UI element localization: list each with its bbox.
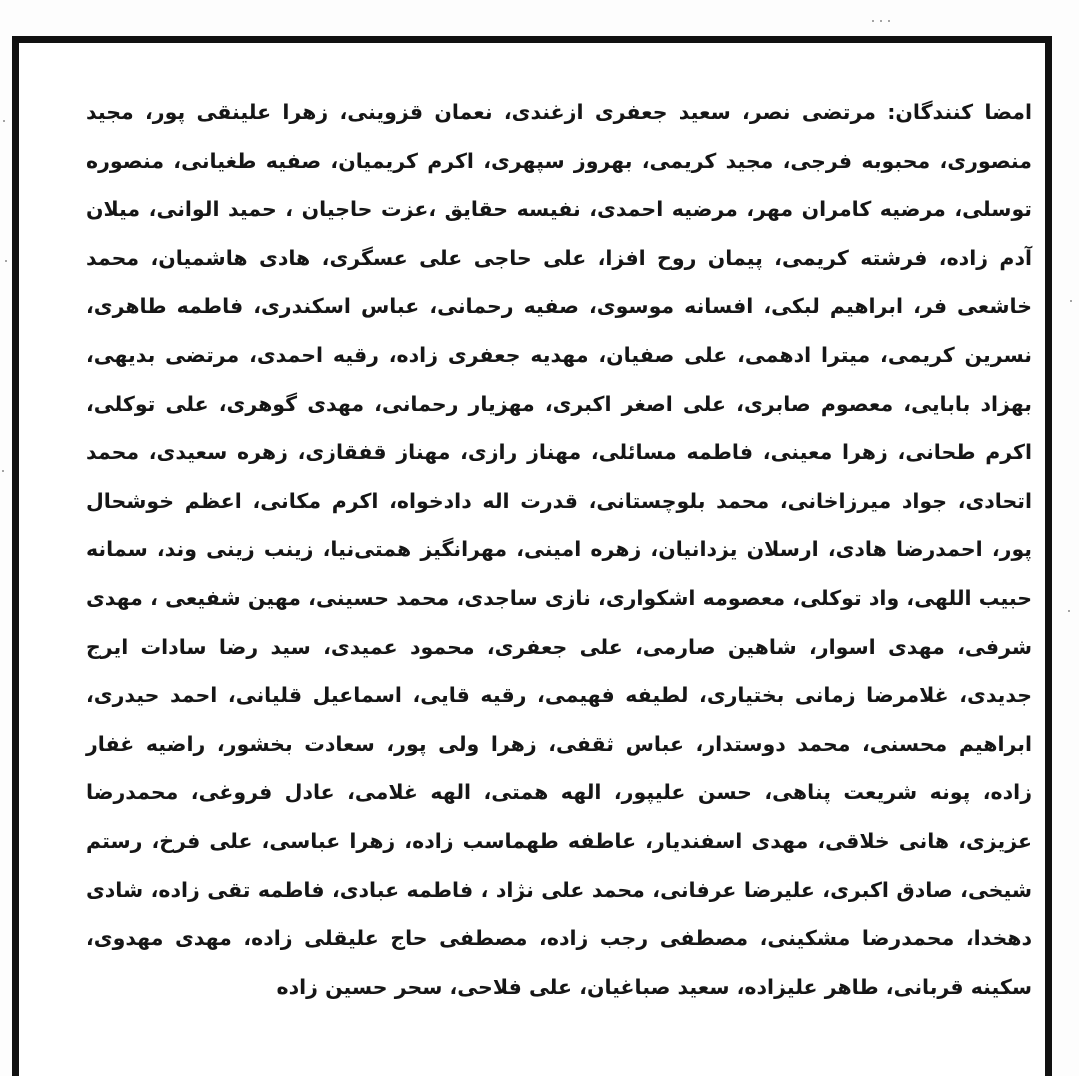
scan-speck (3, 120, 5, 122)
scan-speck (880, 20, 882, 22)
signers-paragraph: امضا کنندگان: مرتضی نصر، سعید جعفری ازغندی، نعمان قزوینی، زهرا علینقی پور، مجید منصوری، محبوبه فرجی، مجید کریمی، بهروز سپهری، اکرم کریمیان، صفیه طغیانی، منصوره توسلی، مرضیه کامران مهر، مرضیه احمدی، نفیسه حقایق ،عزت حاجیان ، حمید الوانی، میلان آدم زاده، فرشته کریمی، پیمان روح افزا، علی حاجی علی عسگری، هادی هاشمیان، محمد خاشعی فر، ابراهیم لبکی، افسانه موسوی، صفیه رحمانی، عباس اسکندری، فاطمه طاهری، نسرین کریمی، میترا ادهمی، علی صفیان، مهدیه جعفری زاده، رقیه احمدی، مرتضی بدیهی، بهزاد بابایی، معصوم صابری، علی اصغر اکبری، مهزیار رحمانی، مهدی گوهری، علی توکلی، اکرم طحانی، زهرا معینی، فاطمه مسائلی، مهناز رازی، مهناز قفقازی، زهره سعیدی، محمد اتحادی، جواد میرزاخانی، محمد بلوچستانی، قدرت اله دادخواه، اکرم مکانی، اعظم خوشحال پور، احمدرضا هادی، ارسلان یزدانیان، زهره امینی، مهرانگیز همتی‌نیا، زینب زینی وند، سمانه حبیب اللهی، واد توکلی، معصومه اشکواری، نازی ساجدی، محمد حسینی، مهین شفیعی ، مهدی شرفی، مهدی اسوار، شاهین صارمی، علی جعفری، محمود عمیدی، سید رضا سادات ایرج جدیدی، غلامرضا زمانی بختیاری، لطیفه فهیمی، رقیه قایی، اسماعیل قلیانی، احمد حیدری، ابراهیم محسنی، محمد دوستدار، عباس ثقفی، زهرا ولی پور، سعادت بخشور، راضیه غفار زاده، پونه شریعت پناهی، حسن علیپور، الهه همتی، الهه غلامی، عادل فروغی، محمدرضا عزیزی، هانی خلاقی، مهدی اسفندیار، عاطفه طهماسب زاده، زهرا عباسی، علی فرخ، رستم شیخی، صادق اکبری، علیرضا عرفانی، محمد علی نژاد ، فاطمه عبادی، فاطمه تقی زاده، شادی دهخدا، محمدرضا مشکینی، مصطفی رجب زاده، مصطفی حاج علیقلی زاده، مهدی مهدوی، سکینه قربانی، طاهر علیزاده، سعید صباغیان، علی فلاحی، سحر حسین زاده (86, 100, 1032, 999)
scan-speck (1070, 300, 1072, 302)
scan-speck (5, 260, 7, 262)
scan-speck (1068, 610, 1070, 612)
scan-speck (872, 20, 874, 22)
scan-speck (2, 470, 4, 472)
scan-speck (888, 20, 890, 22)
